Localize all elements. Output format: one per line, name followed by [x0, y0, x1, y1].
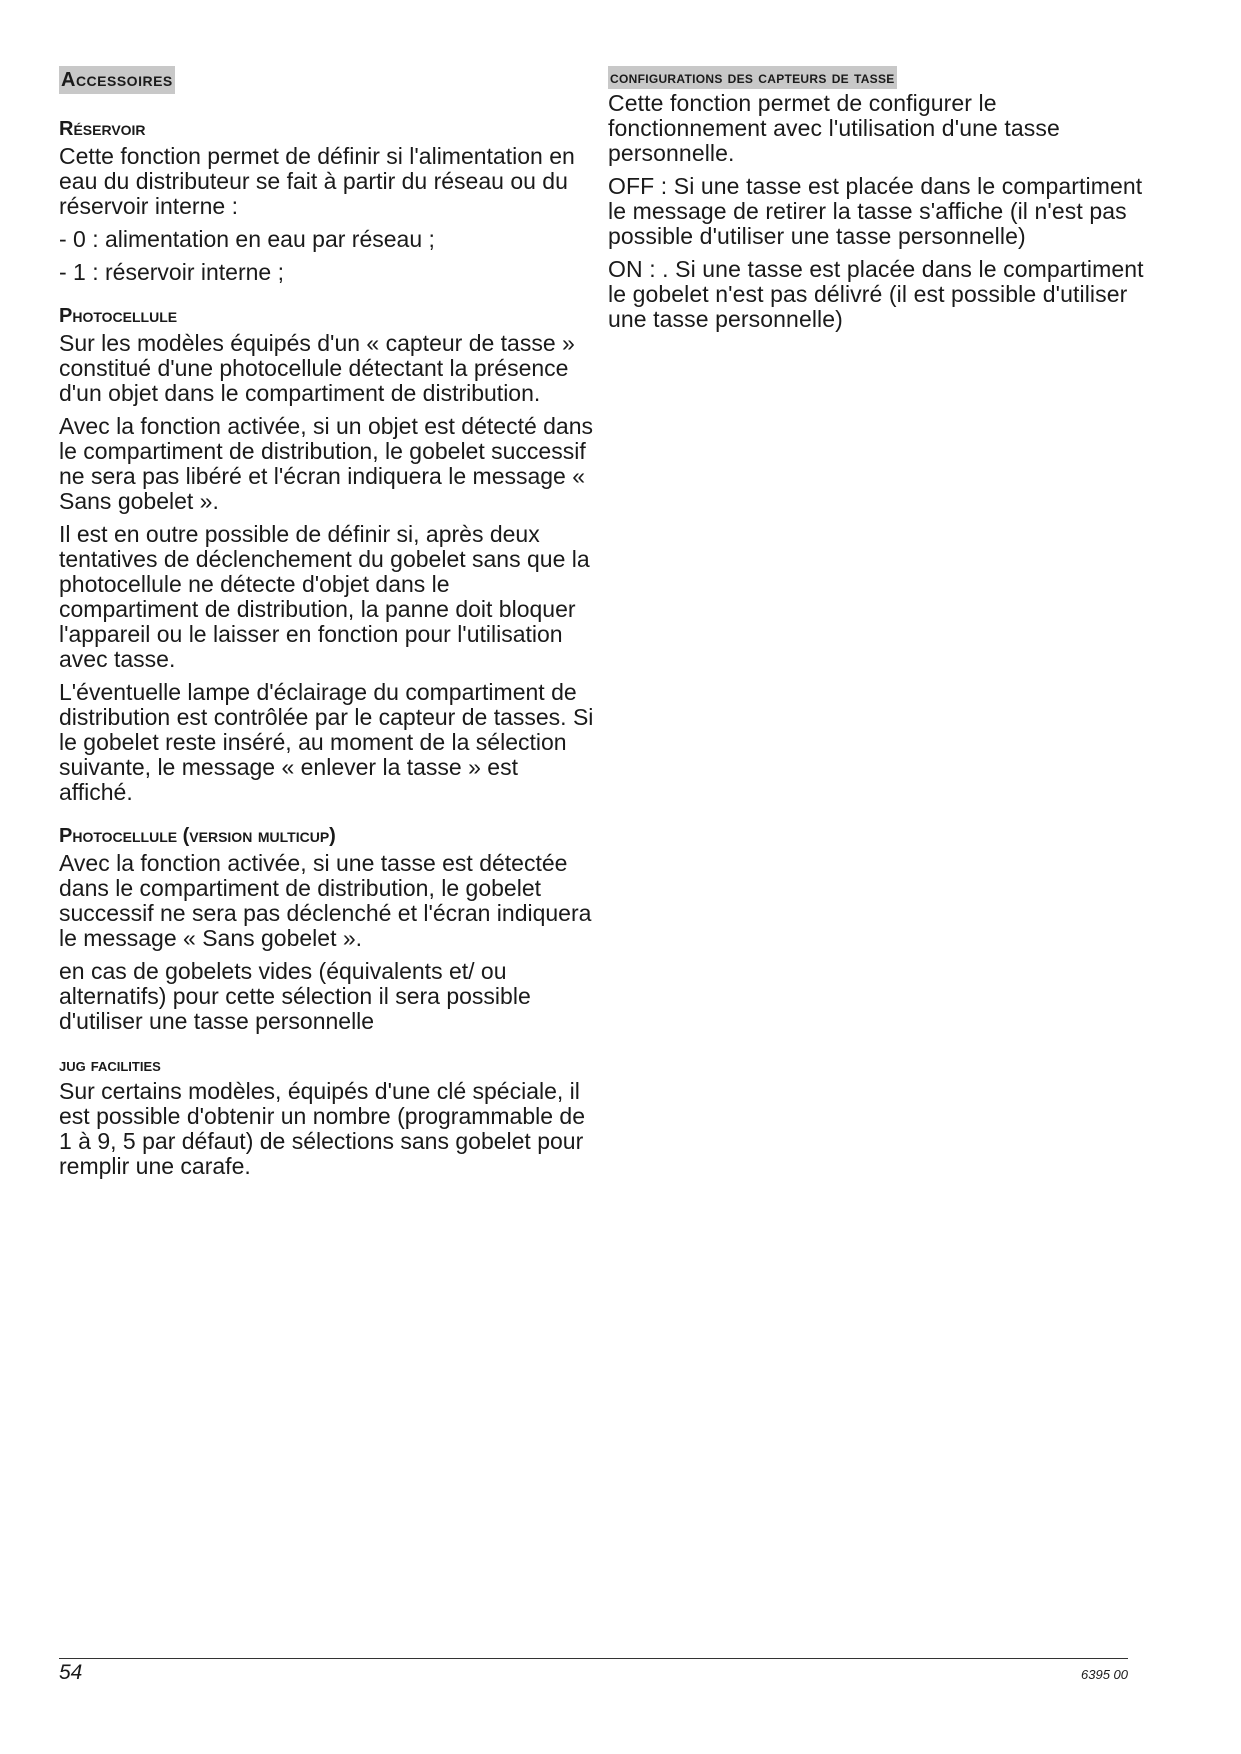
photocellule-p1: Sur les modèles équipés d'un « capteur de tasse » constitué d'une photocellule détectant la présence d'un objet dans le compartiment de distribution. [59, 330, 575, 406]
section-title-accessoires: Accessoires [59, 66, 175, 94]
multicup-p1: Avec la fonction activée, si une tasse est détectée dans le compartiment de distribution, le gobelet successif ne sera pas déclenché et l'écran indiquera le message « Sans gobelet ». [59, 850, 592, 951]
reservoir-option-1: - 1 : réservoir interne ; [59, 259, 284, 285]
heading-photocellule: Photocellule [59, 305, 178, 327]
photocellule-p2: Avec la fonction activée, si un objet est détecté dans le compartiment de distribution, le gobelet successif ne sera pas libéré et l'écran indiquera le message « Sans gobelet ». [59, 413, 594, 514]
page-number: 54 [59, 1661, 83, 1684]
capteurs-p1: Cette fonction permet de configurer le fonctionnement avec l'utilisation d'une tasse personnelle. [608, 90, 1060, 167]
reservoir-option-0: - 0 : alimentation en eau par réseau ; [59, 226, 435, 252]
heading-reservoir: Réservoir [59, 118, 146, 140]
left-column [59, 66, 594, 1187]
section-title-capteurs: configurations des capteurs de tasse [608, 66, 897, 89]
capteurs-p3-on: ON : . Si une tasse est placée dans le compartiment le gobelet n'est pas délivré (il est possible d'utiliser une tasse personnelle) [608, 256, 1144, 333]
heading-photocellule-multicup: Photocellule (version multicup) [59, 825, 336, 847]
right-column [608, 66, 1148, 340]
jug-facilities-p1: Sur certains modèles, équipés d'une clé spéciale, il est possible d'obtenir un nombre (programmable de 1 à 9, 5 par défaut) de sélections sans gobelet pour remplir une carafe. [59, 1078, 586, 1180]
photocellule-p4: L'éventuelle lampe d'éclairage du compartiment de distribution est contrôlée par le capteur de tasses. Si le gobelet reste inséré, au moment de la sélection suivante, le message « enlever la tasse » est affiché. [59, 679, 594, 805]
footer-divider [59, 1658, 1128, 1659]
heading-jug-facilities: jug facilities [59, 1055, 161, 1075]
reservoir-intro: Cette fonction permet de définir si l'alimentation en eau du distributeur se fait à partir du réseau ou du réservoir interne : [59, 143, 575, 219]
capteurs-p2-off: OFF : Si une tasse est placée dans le compartiment le message de retirer la tasse s'affiche (il n'est pas possible d'utiliser une tasse personnelle) [608, 173, 1143, 250]
document-code: 6395 00 [1081, 1667, 1128, 1682]
multicup-p2: en cas de gobelets vides (équivalents et/ ou alternatifs) pour cette sélection il sera possible d'utiliser une tasse personnelle [59, 958, 531, 1034]
photocellule-p3: Il est en outre possible de définir si, après deux tentatives de déclenchement du gobelet sans que la photocellule ne détecte d'objet dans le compartiment de distribution, la panne doit bloquer l'appareil ou le laisser en fonction pour l'utilisation avec tasse. [59, 521, 590, 672]
